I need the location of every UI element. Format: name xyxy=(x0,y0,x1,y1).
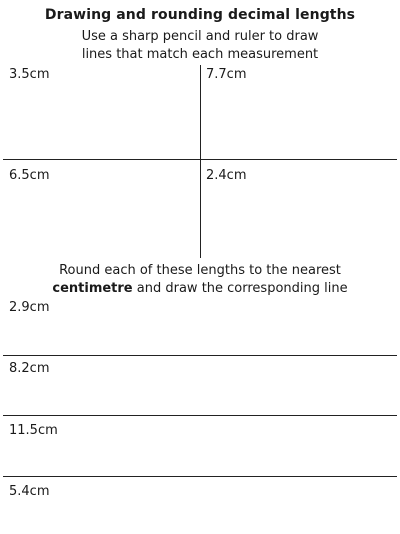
page-title: Drawing and rounding decimal lengths xyxy=(44,7,356,23)
instructions-line-2: lines that match each measurement xyxy=(81,47,319,62)
instructions-line-1: Use a sharp pencil and ruler to draw xyxy=(81,29,319,44)
rounding-instructions-line-2 xyxy=(0,280,400,298)
round-measurement-label-2: 8.2cm xyxy=(9,361,50,376)
answer-line-1 xyxy=(3,355,397,356)
grid-vertical-divider xyxy=(200,65,201,258)
answer-line-2 xyxy=(3,415,397,416)
measurement-label-top-right: 7.7cm xyxy=(206,67,247,82)
rounding-instructions-rest: and draw the corresponding line xyxy=(132,281,348,296)
measurement-label-top-left: 3.5cm xyxy=(9,67,50,82)
measurement-label-bottom-left: 6.5cm xyxy=(9,168,50,183)
rounding-unit-emphasis: centimetre xyxy=(52,281,133,296)
rounding-instructions-line-1: Round each of these lengths to the nearest xyxy=(59,263,341,278)
round-measurement-label-1: 2.9cm xyxy=(9,300,50,315)
measurement-label-bottom-right: 2.4cm xyxy=(206,168,247,183)
round-measurement-label-3: 11.5cm xyxy=(9,423,58,438)
round-measurement-label-4: 5.4cm xyxy=(9,484,50,499)
answer-line-3 xyxy=(3,476,397,477)
grid-horizontal-divider xyxy=(3,159,397,160)
